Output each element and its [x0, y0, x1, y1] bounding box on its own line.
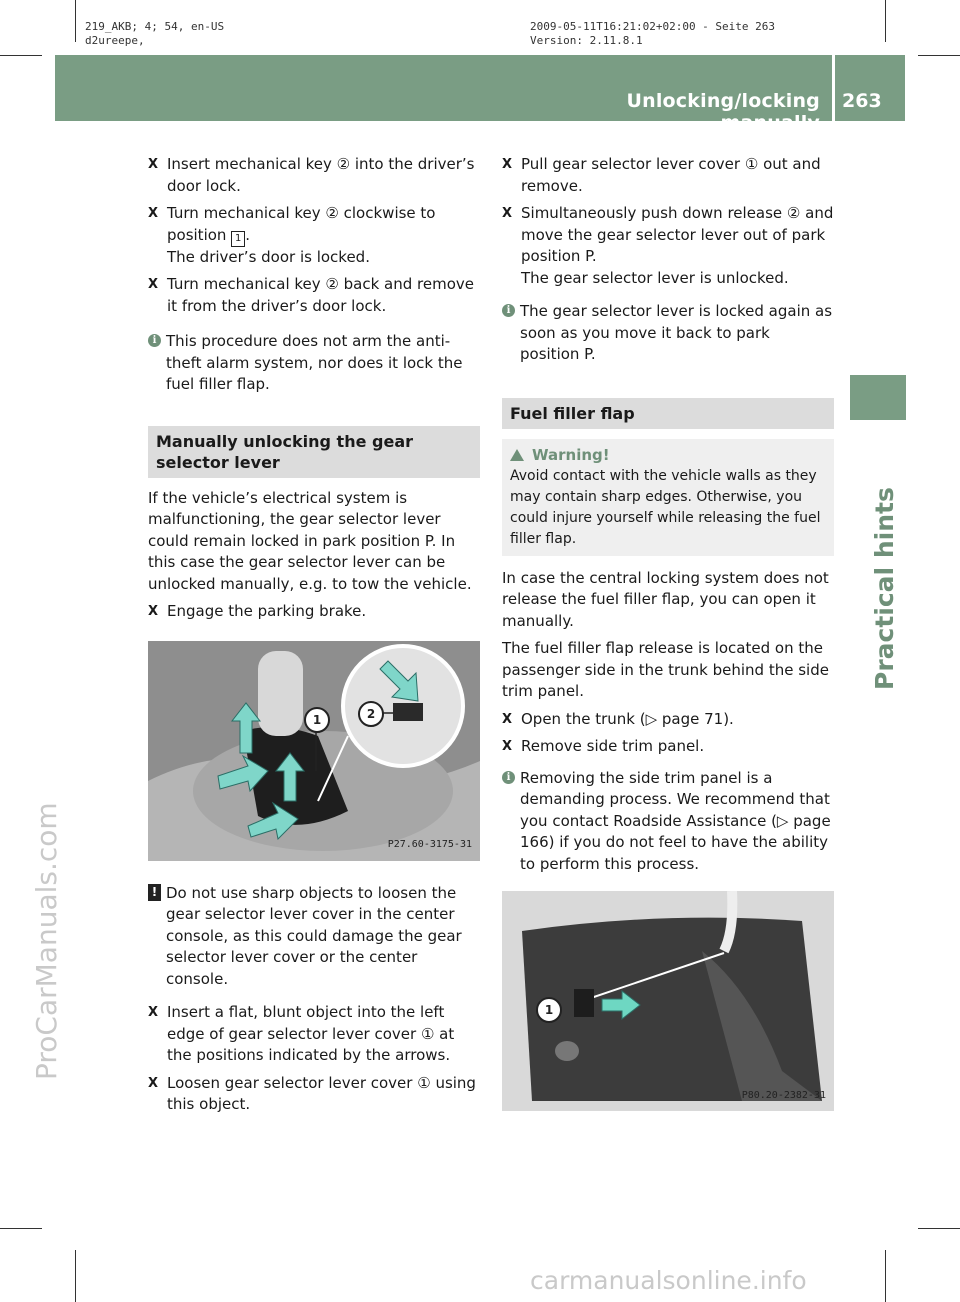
page-number: 263: [842, 90, 882, 112]
gear-selector-photo: [148, 641, 480, 861]
callout-1: 1: [536, 997, 562, 1023]
photo-code: P27.60-3175-31: [387, 839, 472, 850]
step: X Open the trunk (▷ page 71).: [502, 709, 734, 728]
crop-mark: [918, 55, 960, 56]
crop-mark: [75, 1250, 76, 1302]
info-icon: i: [502, 771, 515, 784]
crop-mark: [0, 55, 42, 56]
step: X Remove side trim panel.: [502, 737, 705, 755]
trunk-photo: [502, 891, 834, 1111]
info-note: i The gear selector lever is locked again as soon as you move it back to park position P.: [502, 301, 834, 366]
caution-note: ! Do not use sharp objects to loosen the gear selector lever cover in the center console, as this could damage the gear selector lever cover or the center console.: [148, 883, 480, 991]
crop-mark: [75, 0, 76, 42]
info-icon: i: [502, 304, 515, 317]
header-divider: [832, 55, 835, 121]
crop-mark: [918, 1228, 960, 1229]
warning-triangle-icon: [510, 449, 524, 461]
step: X Insert a flat, blunt object into the left edge of gear selector lever cover ① at the positions indicated by the arrows.: [148, 1003, 455, 1064]
photo-code: P80.20-2382-31: [741, 1089, 826, 1101]
info-note: i This procedure does not arm the anti-theft alarm system, nor does it lock the fuel filler flap.: [148, 331, 480, 396]
paragraph: In case the central locking system does not release the fuel filler flap, you can open it manually.: [502, 568, 829, 630]
step: X Insert mechanical key ② into the driver’s door lock.: [148, 155, 475, 195]
page-title: Unlocking/locking manually: [626, 90, 820, 134]
print-meta-right: 2009-05-11T16:21:02+02:00 - Seite 263 Version: 2.11.8.1: [530, 20, 776, 47]
warning-box: [502, 439, 834, 556]
step: X Engage the parking brake.: [148, 602, 367, 620]
step-result: The gear selector lever is unlocked.: [521, 268, 789, 287]
print-meta-left: 219_AKB; 4; 54, en-US d2ureepe,: [85, 20, 225, 47]
watermark-bottom: carmanualsonline.info: [530, 1266, 807, 1295]
paragraph: The fuel filler flap release is located on the passenger side in the trunk behind the side trim panel.: [502, 639, 829, 700]
step-result: The driver’s door is locked.: [167, 247, 370, 266]
warning-heading: Warning!: [510, 445, 826, 466]
gear-selector-illustration: [148, 641, 480, 861]
right-column: [502, 154, 834, 1133]
step: X Turn mechanical key ② back and remove it from the driver’s door lock.: [148, 275, 475, 315]
info-icon: i: [148, 334, 161, 347]
watermark-side: ProCarManuals.com: [30, 802, 63, 1080]
step: X Loosen gear selector lever cover ① using this object.: [148, 1073, 476, 1113]
step: X Simultaneously push down release ② and move the gear selector lever out of park position P. The gear selector lever is unlocked.: [502, 204, 834, 287]
section-heading: Manually unlocking the gear selector lever: [148, 426, 480, 478]
paragraph: If the vehicle’s electrical system is malfunctioning, the gear selector lever could remain locked in park position P. In this case the gear selector lever can be unlocked manually, e.g. to tow the vehicle.: [148, 488, 472, 593]
crop-mark: [0, 1228, 42, 1229]
left-column: [148, 154, 480, 1122]
callout-2: 2: [358, 701, 384, 727]
crop-mark: [885, 0, 886, 42]
step: X Turn mechanical key ② clockwise to position 1 . The driver’s door is locked.: [148, 204, 436, 266]
info-note: i Removing the side trim panel is a demanding process. We recommend that you contact Roadside Assistance (▷ page 166) if you do not feel to have the ability to perform this process.: [502, 768, 834, 876]
position-box: 1: [231, 231, 245, 247]
step: X Pull gear selector lever cover ① out and remove.: [502, 155, 821, 195]
callout-1: 1: [304, 707, 330, 733]
side-section-label: Practical hints: [870, 487, 899, 690]
caution-icon: !: [148, 884, 161, 901]
section-heading: Fuel filler flap: [502, 398, 834, 429]
side-tab: [850, 375, 906, 420]
warning-text: Avoid contact with the vehicle walls as they may contain sharp edges. Otherwise, you could injure yourself while releasing the fuel filler flap.: [510, 467, 821, 547]
